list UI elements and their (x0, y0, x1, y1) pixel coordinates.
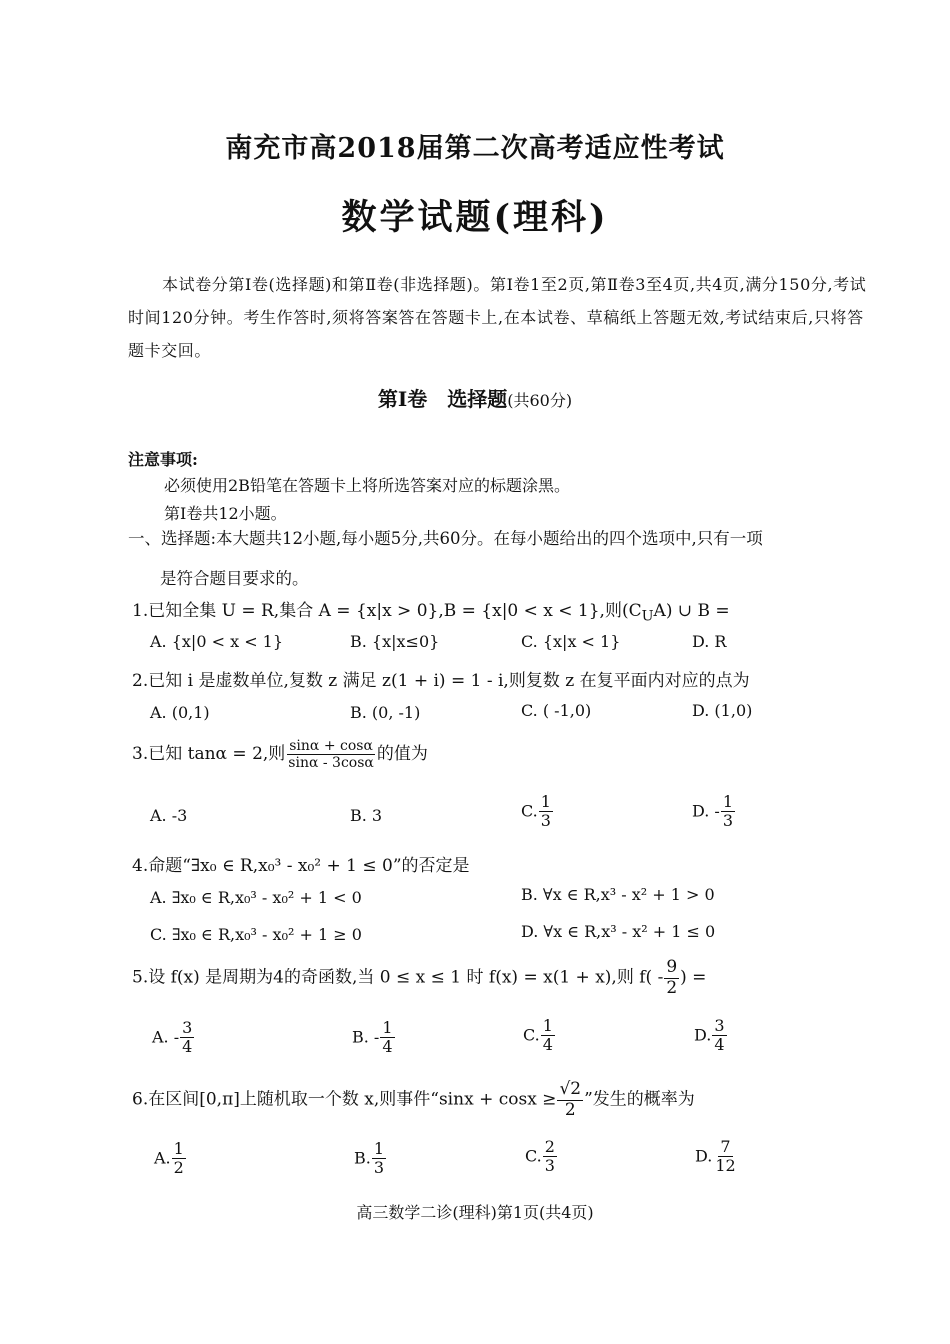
q6-stem-post: ”发生的概率为 (584, 1089, 695, 1110)
q2-option-d: D. (1,0) (692, 701, 753, 720)
frac-num: 3 (714, 1016, 725, 1035)
q4-option-c: C. ∃x₀ ∈ R,x₀³ - x₀² + 1 ≥ 0 (150, 925, 362, 944)
frac-num: 1 (173, 1139, 184, 1158)
q5-option-a-label: A. - (152, 1027, 180, 1047)
q6-option-d (695, 1138, 739, 1176)
q1-stem: 1.已知全集 U = R,集合 A = {x|x > 0},B = {x|0 < x < 1},则(C (132, 601, 642, 621)
frac-den: 4 (714, 1035, 725, 1055)
section-title: 第Ⅰ卷 选择题 (377, 387, 508, 411)
q3-option-d-label: D. - (692, 801, 720, 821)
q6-stem-pre: 6.在区间[0,π]上随机取一个数 x,则事件“sinx + cosx ≥ (132, 1089, 557, 1110)
page-footer: 高三数学二诊(理科)第1页(共4页) (356, 1203, 594, 1222)
q1-option-a: A. {x|0 < x < 1} (150, 632, 284, 651)
section-points: (共60分) (507, 391, 573, 410)
q2-option-b: B. (0, -1) (350, 703, 421, 722)
q3-stem-post: 的值为 (376, 744, 428, 765)
section-heading (0, 383, 950, 412)
q1-option-b: B. {x|x≤0} (350, 632, 440, 651)
question-4: 4.命题“∃x₀ ∈ R,x₀³ - x₀² + 1 ≤ 0”的否定是 (132, 856, 470, 876)
intro-paragraph: 本试卷分第Ⅰ卷(选择题)和第Ⅱ卷(非选择题)。第Ⅰ卷1至2页,第Ⅱ卷3至4页,共4页,满分150分,考试时间120分钟。考生作答时,须将答案答在答题卡上,在本试卷、草稿纸上答题无效,考试结束后,只将答题卡交回。 (128, 275, 867, 360)
q4-option-a: A. ∃x₀ ∈ R,x₀³ - x₀² + 1 < 0 (150, 888, 362, 907)
q3-option-d (692, 793, 736, 831)
frac-num: 7 (720, 1137, 731, 1156)
frac-num: 1 (722, 792, 734, 811)
q2-option-a: A. (0,1) (150, 703, 210, 722)
q5-option-b-frac (380, 1019, 394, 1057)
q6-option-d-frac (713, 1138, 737, 1176)
q6-option-d-label: D. (695, 1146, 713, 1166)
q3-fraction (286, 738, 376, 771)
frac-den: 2 (666, 977, 678, 998)
frac-den: 3 (540, 811, 551, 831)
q6-fraction (557, 1080, 583, 1120)
q5-option-c-label: C. (523, 1025, 540, 1045)
q1-subscript: U (641, 608, 654, 625)
question-2: 2.已知 i 是虚数单位,复数 z 满足 z(1 + i) = 1 - i,则复数 z 在复平面内对应的点为 (132, 671, 750, 691)
q5-option-d-frac (712, 1017, 726, 1055)
frac-den: 4 (542, 1035, 553, 1055)
q3-frac-den: sinα - 3cosα (288, 755, 374, 772)
q3-option-c (521, 793, 554, 831)
q5-option-a (152, 1019, 195, 1057)
exam-subtitle: 数学试题(理科) (341, 197, 609, 238)
q5-option-c (523, 1017, 556, 1055)
q6-option-b-frac (372, 1140, 386, 1178)
q6-option-c-frac (543, 1138, 557, 1176)
question-6 (132, 1080, 695, 1120)
question-1 (132, 596, 730, 624)
q6-option-a-frac (172, 1140, 186, 1178)
question-3 (132, 738, 428, 771)
q1-option-d: D. R (692, 632, 727, 651)
frac-num: 1 (373, 1139, 385, 1158)
q3-option-a: A. -3 (150, 806, 188, 825)
frac-num: 3 (182, 1018, 193, 1037)
q5-option-a-frac (180, 1019, 194, 1057)
frac-num: √2 (559, 1079, 582, 1099)
q6-option-b (354, 1140, 387, 1178)
q3-option-c-frac (539, 793, 553, 831)
q1-stem-end: A) ∪ B = (653, 601, 730, 621)
q3-option-c-label: C. (521, 801, 538, 821)
q3-frac-num: sinα + cosα (289, 738, 373, 754)
q2-option-c: C. ( -1,0) (521, 701, 592, 720)
q5-fraction (664, 958, 679, 998)
frac-num: 1 (540, 792, 551, 811)
q5-option-d-label: D. (694, 1025, 712, 1045)
frac-num: 1 (542, 1016, 553, 1035)
q3-stem-pre: 3.已知 tanα = 2,则 (132, 744, 286, 765)
frac-den: 3 (722, 811, 734, 831)
q6-option-a (154, 1140, 187, 1178)
notes-line-1: 必须使用2B铅笔在答题卡上将所选答案对应的标题涂黑。 (164, 476, 570, 495)
q6-option-b-label: B. (354, 1148, 371, 1168)
frac-num: 1 (382, 1018, 393, 1037)
q1-option-c: C. {x|x < 1} (521, 632, 621, 651)
notes-heading: 注意事项: (128, 450, 198, 469)
q4-option-b: B. ∀x ∈ R,x³ - x² + 1 > 0 (521, 885, 715, 904)
notes-line-2: 第Ⅰ卷共12小题。 (164, 504, 287, 523)
question-5 (132, 958, 706, 998)
q5-option-b (352, 1019, 396, 1057)
exam-title: 南充市高2018届第二次高考适应性考试 (225, 133, 725, 164)
q4-option-d: D. ∀x ∈ R,x³ - x² + 1 ≤ 0 (521, 922, 716, 941)
frac-den: 12 (715, 1156, 736, 1176)
q5-option-d (694, 1017, 728, 1055)
frac-num: 2 (544, 1137, 555, 1156)
frac-den: 2 (564, 1099, 576, 1120)
q3-option-d-frac (721, 793, 735, 831)
frac-den: 3 (544, 1156, 555, 1176)
q3-option-b: B. 3 (350, 806, 383, 825)
q5-stem-pre: 5.设 f(x) 是周期为4的奇函数,当 0 ≤ x ≤ 1 时 f(x) = x(1 + x),则 f( - (132, 967, 664, 988)
frac-den: 4 (182, 1037, 193, 1057)
q6-option-c (525, 1138, 558, 1176)
frac-den: 2 (173, 1158, 184, 1178)
frac-den: 4 (382, 1037, 393, 1057)
q5-option-b-label: B. - (352, 1027, 380, 1047)
part1-instructions-cont: 是符合题目要求的。 (160, 569, 309, 588)
q5-stem-post: ) = (680, 967, 707, 988)
frac-den: 3 (373, 1158, 385, 1178)
q6-option-a-label: A. (154, 1148, 171, 1168)
q6-option-c-label: C. (525, 1146, 542, 1166)
q5-option-c-frac (541, 1017, 555, 1055)
frac-num: 9 (666, 957, 678, 977)
part1-instructions: 一、选择题:本大题共12小题,每小题5分,共60分。在每小题给出的四个选项中,只有一项 (128, 529, 763, 548)
